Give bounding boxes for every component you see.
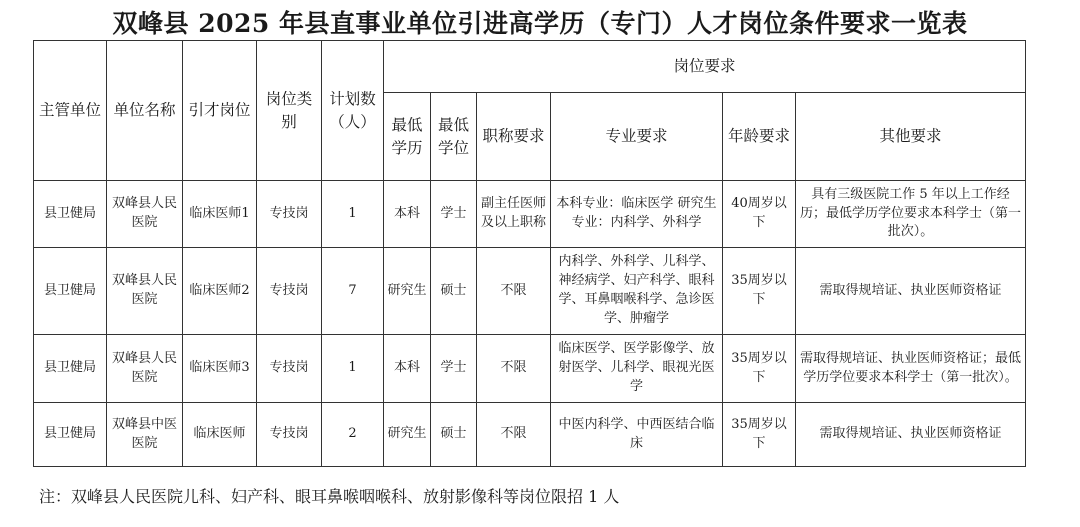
cell-dept: 县卫健局 <box>34 403 107 467</box>
cell-title-req: 不限 <box>477 248 551 335</box>
cell-age: 35周岁以下 <box>723 248 796 335</box>
cell-post: 临床医师2 <box>183 248 257 335</box>
header-edu: 最低学历 <box>384 93 431 181</box>
cell-title-req: 不限 <box>477 335 551 403</box>
footnote: 注：双峰县人民医院儿科、妇产科、眼耳鼻喉咽喉科、放射影像科等岗位限招 1 人 <box>39 487 620 506</box>
cell-type: 专技岗 <box>257 248 322 335</box>
cell-post: 临床医师 <box>183 403 257 467</box>
cell-unit: 双峰县人民医院 <box>107 181 183 248</box>
cell-other: 需取得规培证、执业医师资格证 <box>796 248 1026 335</box>
table-row <box>34 335 1026 403</box>
cell-unit: 双峰县人民医院 <box>107 335 183 403</box>
header-major: 专业要求 <box>551 93 723 181</box>
cell-major: 内科学、外科学、儿科学、神经病学、妇产科学、眼科学、耳鼻咽喉科学、急诊医学、肿瘤学 <box>551 248 723 335</box>
cell-age: 35周岁以下 <box>723 335 796 403</box>
header-requirements: 岗位要求 <box>384 41 1026 93</box>
cell-unit: 双峰县中医医院 <box>107 403 183 467</box>
cell-age: 35周岁以下 <box>723 403 796 467</box>
cell-post: 临床医师3 <box>183 335 257 403</box>
cell-edu: 研究生 <box>384 248 431 335</box>
cell-type: 专技岗 <box>257 181 322 248</box>
cell-unit: 双峰县人民医院 <box>107 248 183 335</box>
cell-other: 具有三级医院工作 5 年以上工作经历；最低学历学位要求本科学士（第一批次）。 <box>796 181 1026 248</box>
header-post: 引才岗位 <box>183 41 257 181</box>
header-row-top <box>34 41 1026 93</box>
cell-dept: 县卫健局 <box>34 335 107 403</box>
header-type: 岗位类别 <box>257 41 322 181</box>
cell-dept: 县卫健局 <box>34 248 107 335</box>
cell-edu: 本科 <box>384 181 431 248</box>
cell-edu: 本科 <box>384 335 431 403</box>
cell-major: 临床医学、医学影像学、放射医学、儿科学、眼视光医学 <box>551 335 723 403</box>
cell-plan: 1 <box>322 335 384 403</box>
cell-age: 40周岁以下 <box>723 181 796 248</box>
page-title: 双峰县 2025 年县直事业单位引进高学历（专门）人才岗位条件要求一览表 <box>112 9 968 38</box>
cell-title-req: 副主任医师及以上职称 <box>477 181 551 248</box>
cell-other: 需取得规培证、执业医师资格证；最低学历学位要求本科学士（第一批次）。 <box>796 335 1026 403</box>
cell-degree: 学士 <box>431 181 477 248</box>
cell-type: 专技岗 <box>257 335 322 403</box>
cell-plan: 2 <box>322 403 384 467</box>
cell-title-req: 不限 <box>477 403 551 467</box>
cell-major: 中医内科学、中西医结合临床 <box>551 403 723 467</box>
cell-dept: 县卫健局 <box>34 181 107 248</box>
header-plan: 计划数（人） <box>322 41 384 181</box>
header-unit: 单位名称 <box>107 41 183 181</box>
table-row <box>34 248 1026 335</box>
cell-post: 临床医师1 <box>183 181 257 248</box>
cell-type: 专技岗 <box>257 403 322 467</box>
header-degree: 最低学位 <box>431 93 477 181</box>
header-title-req: 职称要求 <box>477 93 551 181</box>
cell-degree: 硕士 <box>431 403 477 467</box>
cell-degree: 学士 <box>431 335 477 403</box>
table-row <box>34 181 1026 248</box>
cell-degree: 硕士 <box>431 248 477 335</box>
header-dept: 主管单位 <box>34 41 107 181</box>
cell-plan: 7 <box>322 248 384 335</box>
cell-other: 需取得规培证、执业医师资格证 <box>796 403 1026 467</box>
cell-plan: 1 <box>322 181 384 248</box>
requirements-table <box>33 40 1026 467</box>
cell-major: 本科专业：临床医学 研究生专业：内科学、外科学 <box>551 181 723 248</box>
table-row <box>34 403 1026 467</box>
header-age: 年龄要求 <box>723 93 796 181</box>
cell-edu: 研究生 <box>384 403 431 467</box>
header-other: 其他要求 <box>796 93 1026 181</box>
